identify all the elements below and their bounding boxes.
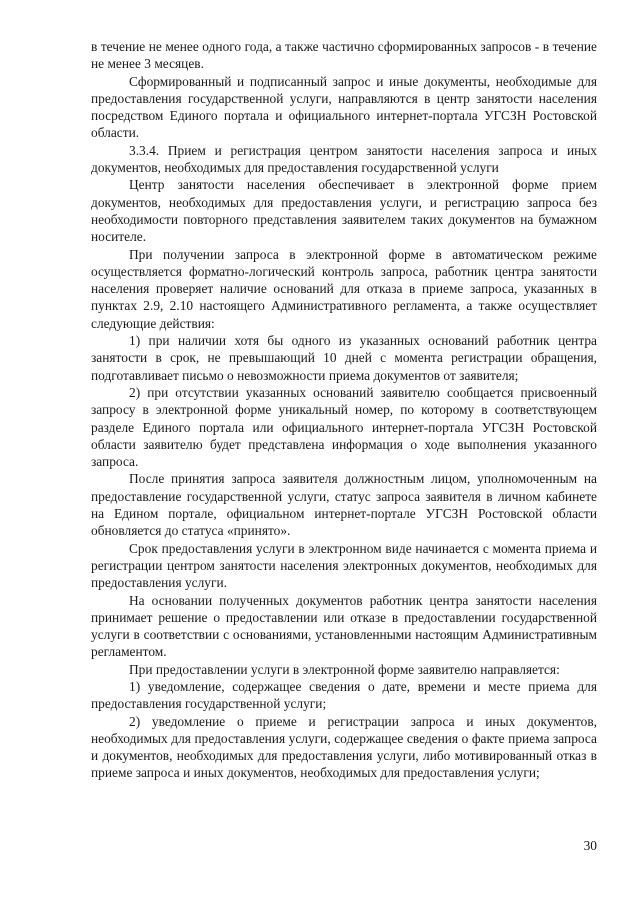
list-item-1-notification-date: 1) уведомление, содержащее сведения о дате, времени и месте приема для предоставления государственной услуги; [91, 678, 597, 712]
paragraph-status-accepted: После принятия запроса заявителя должностным лицом, уполномоченным на предоставление государственной услуги, статус запроса заявителя в личном кабинете на Едином портале, официальном интернет-портале УГСЗН Ростовской области обновляется до статуса «принято». [91, 471, 597, 539]
list-item-1-refusal-letter: 1) при наличии хотя бы одного из указанных оснований работник центра занятости в срок, не превышающий 10 дней с момента регистрации обращения, подготавливает письмо о невозможности приема документов от заявителя; [91, 333, 597, 383]
section-heading-3-3-4: 3.3.4. Прием и регистрация центром занятости населения запроса и иных документов, необходимых для предоставления государственной услуги [91, 142, 597, 176]
paragraph-decision: На основании полученных документов работник центра занятости населения принимает решение о предоставлении или отказе в предоставлении государственной услуги в соответствии с основаниями, установленными настоящим Административным регламентом. [91, 592, 597, 660]
paragraph-notifications-intro: При предоставлении услуги в электронной форме заявителю направляется: [129, 661, 560, 677]
page-number: 30 [583, 838, 597, 853]
paragraph-request-sending: Сформированный и подписанный запрос и иные документы, необходимые для предоставления государственной услуги, направляются в центр занятости населения посредством Единого портала и официального интернет-портала УГСЗН Ростовской области. [91, 73, 597, 141]
paragraph-format-logical-control: При получении запроса в электронной форме в автоматическом режиме осуществляется форматно-логический контроль запроса, работник центра занятости населения проверяет наличие оснований для отказа в приеме запроса, указанных в пунктах 2.9, 2.10 настоящего Административного регламента, а также осуществляет следующие действия: [91, 246, 597, 331]
paragraph-service-term: Срок предоставления услуги в электронном виде начинается с момента приема и регистрации центром занятости населения электронных документов, необходимых для предоставления услуги. [91, 540, 597, 591]
document-page [91, 38, 597, 782]
list-item-2-notification-registration: 2) уведомление о приеме и регистрации запроса и иных документов, необходимых для предоставления услуги, содержащее сведения о факте приема запроса и документов, необходимых для предоставления услуги, либо мотивированный отказ в приеме запроса и иных документов, необходимых для предоставления услуги; [91, 713, 597, 781]
paragraph-electronic-reception: Центр занятости населения обеспечивает в электронной форме прием документов, необходимых для предоставления услуги, и регистрацию запроса без необходимости повторного представления заявителем таких документов на бумажном носителе. [91, 177, 597, 245]
list-item-2-unique-number: 2) при отсутствии указанных оснований заявителю сообщается присвоенный запросу в электронной форме уникальный номер, по которому в соответствующем разделе Единого портала или официального интернет-портала УГСЗН Ростовской области заявителю будет представлена информация о ходе выполнения указанного запроса. [91, 384, 597, 470]
paragraph-retention-period: в течение не менее одного года, а также частично сформированных запросов - в течение не менее 3 месяцев. [91, 39, 597, 72]
